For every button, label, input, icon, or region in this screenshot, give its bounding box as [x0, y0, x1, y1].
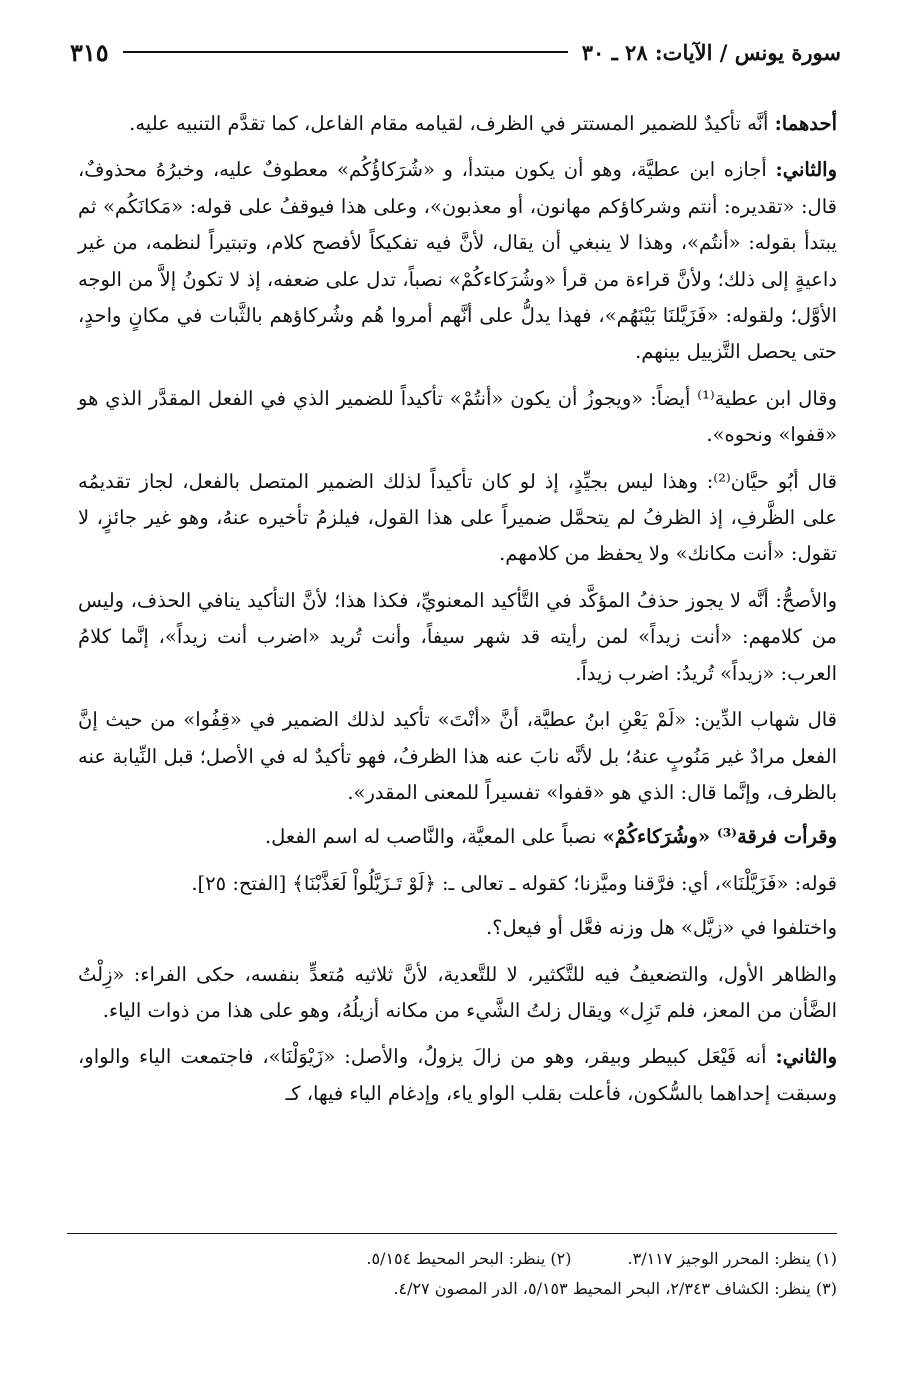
paragraph-text: قال شهاب الدِّين: «لَمْ يَعْنِ ابنُ عطيَّة، أنَّ «أنْتَ» تأكيد لذلك الضمير في «قِفُوا» من حيث إنَّ الفعل مرادٌ غير مَنُوبٍ عنهُ؛ بل لأنَّه نابَ عنه هذا الظرفُ، فهو تأكيدٌ له في الأصل؛ قبل النِّيابة عنه بالظرف، وإنَّما قال: الذي هو «قفوا» تفسيراً للمعنى المقدر». — [78, 708, 837, 804]
paragraph-text: والظاهر الأول، والتضعيفُ فيه للتَّكثير، لا للتَّعدية، لأنَّ ثلاثيه مُتعدٍّ بنفسه، حكى الفراء: «زِلْتُ الضَّأن من المعز، فلم تَزِل» ويقال زلتُ الشَّيء من مكانه أزيلُهُ، وهو على هذا من ذوات الياء. — [78, 962, 837, 1022]
paragraph — [78, 866, 837, 902]
header-rule — [123, 51, 568, 53]
paragraph-text: أجازه ابن عطيَّة، وهو أن يكون مبتدأ، و «شُرَكاؤُكُم» معطوفٌ عليه، وخبرُهُ محذوفٌ، قال: «تقديره: أنتم وشركاؤكم مهانون، أو معذبون»، وعلى هذا فيوقفُ على قوله: «مَكانَكُم» ثم يبتدأ بقوله: «أنتُم»، وهذا لا ينبغي أن يقال، لأنَّ فيه تفكيكاً لأفصح كلام، وتبتيراً لنظمه، من غير داعيةٍ إلى ذلك؛ ولأنَّ قراءة من قرأ «وشُرَكاءكُمْ» نصباً، تدل على ضعفه، إذ لا تكونُ إلاَّ من الوجه الأوَّل؛ ولقوله: «فَزَيَّلنَا بَيْنَهُم»، فهذا يدلُّ على أنَّهم أمروا هُم وشُركاؤهم بالثَّبات في مكانٍ واحدٍ، حتى يحصل التَّزييل بينهم. — [78, 158, 837, 364]
paragraph — [78, 957, 837, 1030]
paragraph-lead: والثاني: — [775, 158, 837, 182]
paragraph-text: واختلفوا في «زيَّل» هل وزنه فعَّل أو فيعل؟. — [485, 916, 837, 940]
running-header — [70, 34, 841, 70]
footnote-separator — [67, 1233, 837, 1234]
paragraph-text: أنه فَيْعَل كبيطر وبيقر، وهو من زالَ يزولُ، والأصل: «زَيْوَلْنَا»، فاجتمعت الياء والواو، وسبقت إحداهما بالسُّكون، فأعلت بقلب الواو ياء، وإدغام الياء فيها، كـ — [78, 1045, 837, 1105]
paragraph-lead: وقرأت فرقة⁽³⁾ «وشُرَكاءكُمْ» — [602, 825, 837, 849]
footnotes — [78, 1244, 837, 1304]
paragraph — [78, 583, 837, 692]
paragraph-text: أنَّه تأكيدٌ للضمير المستتر في الظرف، لقيامه مقام الفاعل، كما تقدَّم التنبيه عليه. — [129, 112, 775, 135]
paragraph — [78, 819, 837, 855]
paragraph-text: وقال ابن عطية⁽¹⁾ أيضاً: «ويجوزُ أن يكون «أنتُمْ» تأكيداً للضمير الذي في الفعل المقدَّر الذي هو «قفوا» ونحوه». — [78, 386, 837, 447]
paragraph — [78, 106, 837, 142]
footnote-1: (١) ينظر: المحرر الوجيز ٣/١١٧. — [627, 1249, 837, 1268]
paragraph — [78, 464, 837, 573]
paragraph — [78, 1039, 837, 1112]
paragraph — [78, 910, 837, 946]
paragraph-text: نصباً على المعيَّة، والنَّاصب له اسم الفعل. — [264, 825, 603, 849]
main-text — [78, 106, 837, 1120]
paragraph-text: قال أبُو حيَّان⁽²⁾: وهذا ليس بجيِّدٍ، إذ لو كان تأكيداً لذلك الضمير المتصل بالفعل، لجاز تقديمُه على الظَّرفِ، إذ الظرفُ لم يتحمَّل ضميراً على هذا القول، فيلزمُ تأخيره عنهُ، وهو غير جائزٍ، لا تقول: «أنت مكانك» ولا يحفظ من كلامهم. — [78, 469, 837, 566]
paragraph — [78, 381, 837, 454]
paragraph-text: والأصحُّ: أنَّه لا يجوز حذفُ المؤكَّد في التَّأكيد المعنويِّ، فكذا هذا؛ لأنَّ التأكيد ينافي الحذف، وليس من كلامهم: «أنت زيداً» لمن رأيته قد شهر سيفاً، وأنت تُريد «اضرب أنت زيداً»، إنَّما كلامُ العرب: «زيداً» تُريدُ: اضرب زيداً. — [78, 588, 837, 685]
chapter-heading: سورة يونس / الآيات: ٢٨ ـ ٣٠ — [581, 39, 841, 65]
paragraph-lead: والثاني: — [775, 1045, 837, 1069]
paragraph — [78, 702, 837, 811]
footnote-row — [78, 1244, 837, 1274]
page-number: ٣١٥ — [70, 37, 109, 67]
footnote-2: (٢) ينظر: البحر المحيط ٥/١٥٤. — [366, 1249, 572, 1268]
paragraph — [78, 152, 837, 370]
footnote-row — [78, 1274, 837, 1304]
paragraph-lead: أحدهما: — [774, 112, 837, 135]
paragraph-text: قوله: «فَزَيَّلْنَا»، أي: فرَّقنا وميَّزنا؛ كقوله ـ تعالى ـ: ﴿لَوْ تَـزَيَّلُواْ لَعَذَّبْنَا﴾ [الفتح: ٢٥]. — [191, 871, 837, 895]
footnote-3: (٣) ينظر: الكشاف ٢/٣٤٣، البحر المحيط ٥/١٥٣، الدر المصون ٤/٢٧. — [393, 1279, 837, 1298]
